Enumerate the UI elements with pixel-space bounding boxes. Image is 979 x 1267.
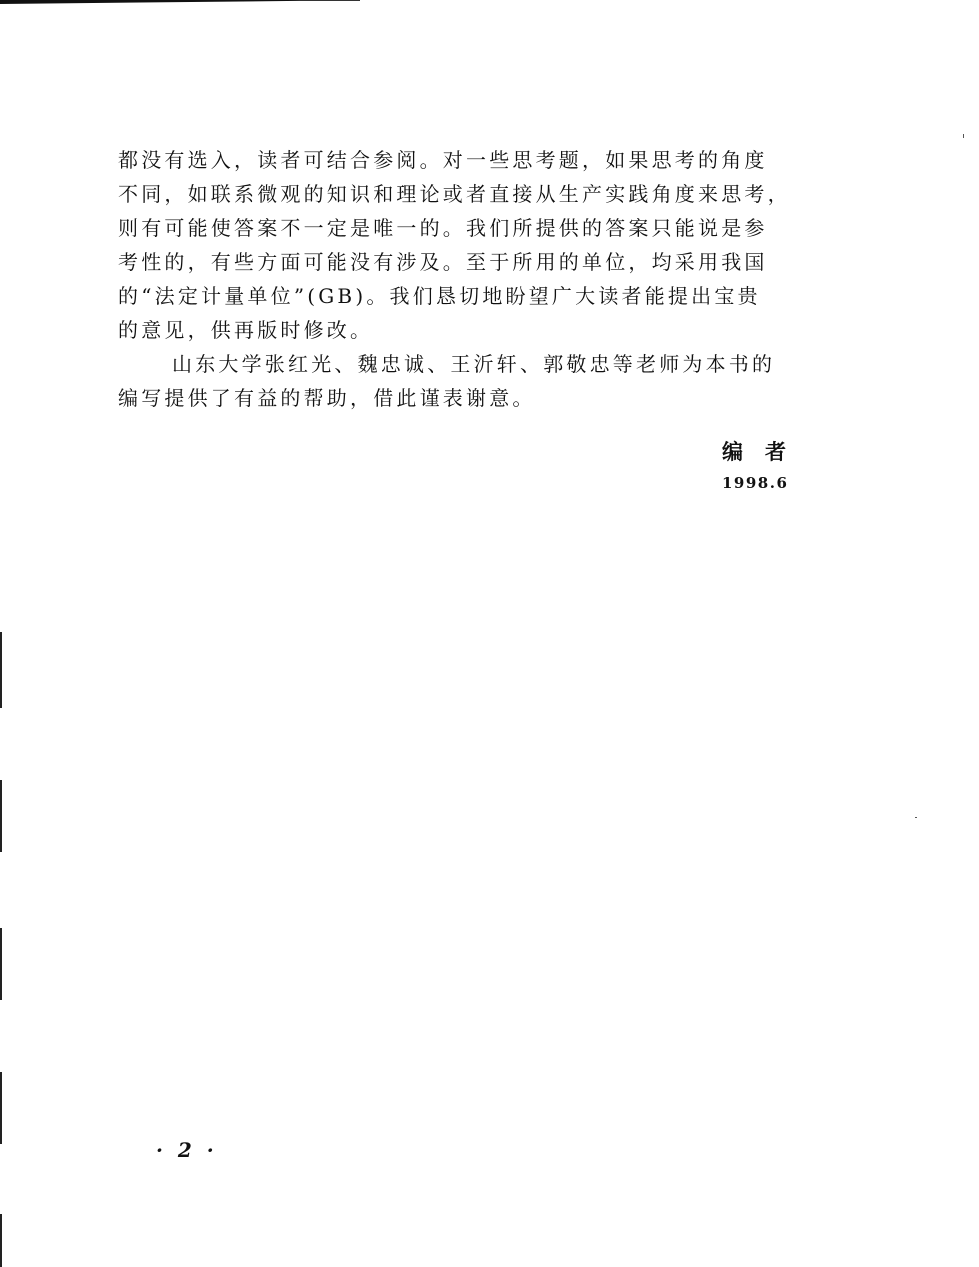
paragraph-line: 的“法定计量单位”(GB)。我们恳切地盼望广大读者能提出宝贵: [118, 284, 761, 308]
paragraph-line: 则有可能使答案不一定是唯一的。我们所提供的答案只能说是参: [118, 216, 768, 240]
paragraph-line: 都没有选入，读者可结合参阅。对一些思考题，如果思考的角度: [118, 148, 768, 172]
scan-edge-mark: [0, 1214, 2, 1267]
top-rule-thick: [0, 0, 320, 4]
paragraph-line: 编写提供了有益的帮助，借此谨表谢意。: [118, 386, 536, 410]
preface-body: [118, 143, 858, 415]
top-scan-rule: [0, 0, 360, 6]
scan-edge-mark: [0, 1072, 2, 1144]
scan-edge-mark: [0, 928, 2, 1000]
scan-speck: [915, 817, 917, 818]
paragraph-line: 山东大学张红光、魏忠诚、王沂轩、郭敬忠等老师为本书的: [172, 352, 776, 376]
scan-edge-mark: [0, 780, 2, 852]
signature-author: 编者: [722, 440, 808, 464]
signature-block: [722, 437, 808, 495]
signature-date: 1998.6: [722, 474, 789, 492]
scan-edge-mark: [0, 632, 2, 708]
paragraph-line: 的意见，供再版时修改。: [118, 318, 374, 342]
scan-speck: [963, 134, 964, 138]
top-rule-thin: [300, 0, 360, 1]
page-number: · 2 ·: [156, 1138, 218, 1162]
paragraph-line: 不同，如联系微观的知识和理论或者直接从生产实践角度来思考，: [118, 182, 791, 206]
paragraph-line: 考性的，有些方面可能没有涉及。至于所用的单位，均采用我国: [118, 250, 768, 274]
